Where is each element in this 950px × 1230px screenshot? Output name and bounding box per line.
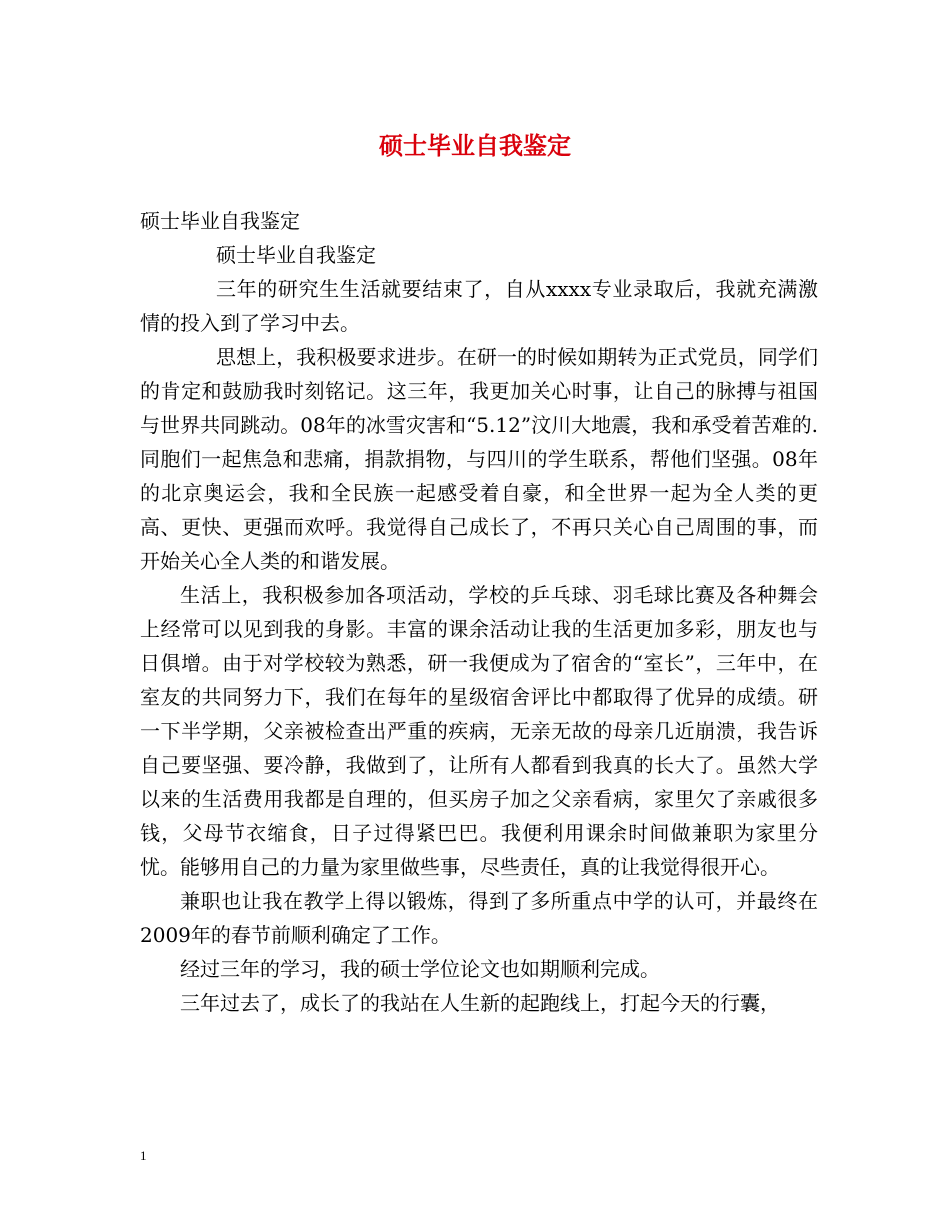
paragraph-intro: 三年的研究生生活就要结束了，自从xxxx专业录取后，我就充满激情的投入到了学习中去。 bbox=[140, 277, 818, 335]
paragraph-parttime: 兼职也让我在教学上得以锻炼，得到了多所重点中学的认可，并最终在2009年的春节前顺利确定了工作。 bbox=[140, 889, 818, 947]
body-subheading: 硕士毕业自我鉴定 bbox=[216, 243, 376, 267]
paragraph-closing: 三年过去了，成长了的我站在人生新的起跑线上，打起今天的行囊， bbox=[180, 991, 780, 1015]
page-number: 1 bbox=[140, 1148, 147, 1163]
document-body bbox=[140, 204, 818, 1020]
paragraph-thesis: 经过三年的学习，我的硕士学位论文也如期顺利完成。 bbox=[180, 957, 660, 981]
document-title: 硕士毕业自我鉴定 bbox=[379, 131, 571, 160]
paragraph-thought: 思想上，我积极要求进步。在研一的时候如期转为正式党员，同学们的肯定和鼓励我时刻铭记。这三年，我更加关心时事，让自己的脉搏与祖国与世界共同跳动。08年的冰雪灾害和“5.12”汶川大地震，我和承受着苦难的.同胞们一起焦急和悲痛，捐款捐物，与四川的学生联系，帮他们坚强。08年的北京奥运会，我和全民族一起感受着自豪，和全世界一起为全人类的更高、更快、更强而欢呼。我觉得自己成长了，不再只关心自己周围的事，而开始关心全人类的和谐发展。 bbox=[140, 345, 818, 573]
body-heading: 硕士毕业自我鉴定 bbox=[140, 209, 300, 233]
paragraph-life: 生活上，我积极参加各项活动，学校的乒乓球、羽毛球比赛及各种舞会上经常可以见到我的身影。丰富的课余活动让我的生活更加多彩，朋友也与日俱增。由于对学校较为熟悉，研一我便成为了宿舍的“室长”，三年中，在室友的共同努力下，我们在每年的星级宿舍评比中都取得了优异的成绩。研一下半学期，父亲被检查出严重的疾病，无亲无故的母亲几近崩溃，我告诉自己要坚强、要冷静，我做到了，让所有人都看到我真的长大了。虽然大学以来的生活费用我都是自理的，但买房子加之父亲看病，家里欠了亲戚很多钱，父母节衣缩食，日子过得紧巴巴。我便利用课余时间做兼职为家里分忧。能够用自己的力量为家里做些事，尽些责任，真的让我觉得很开心。 bbox=[140, 583, 818, 879]
